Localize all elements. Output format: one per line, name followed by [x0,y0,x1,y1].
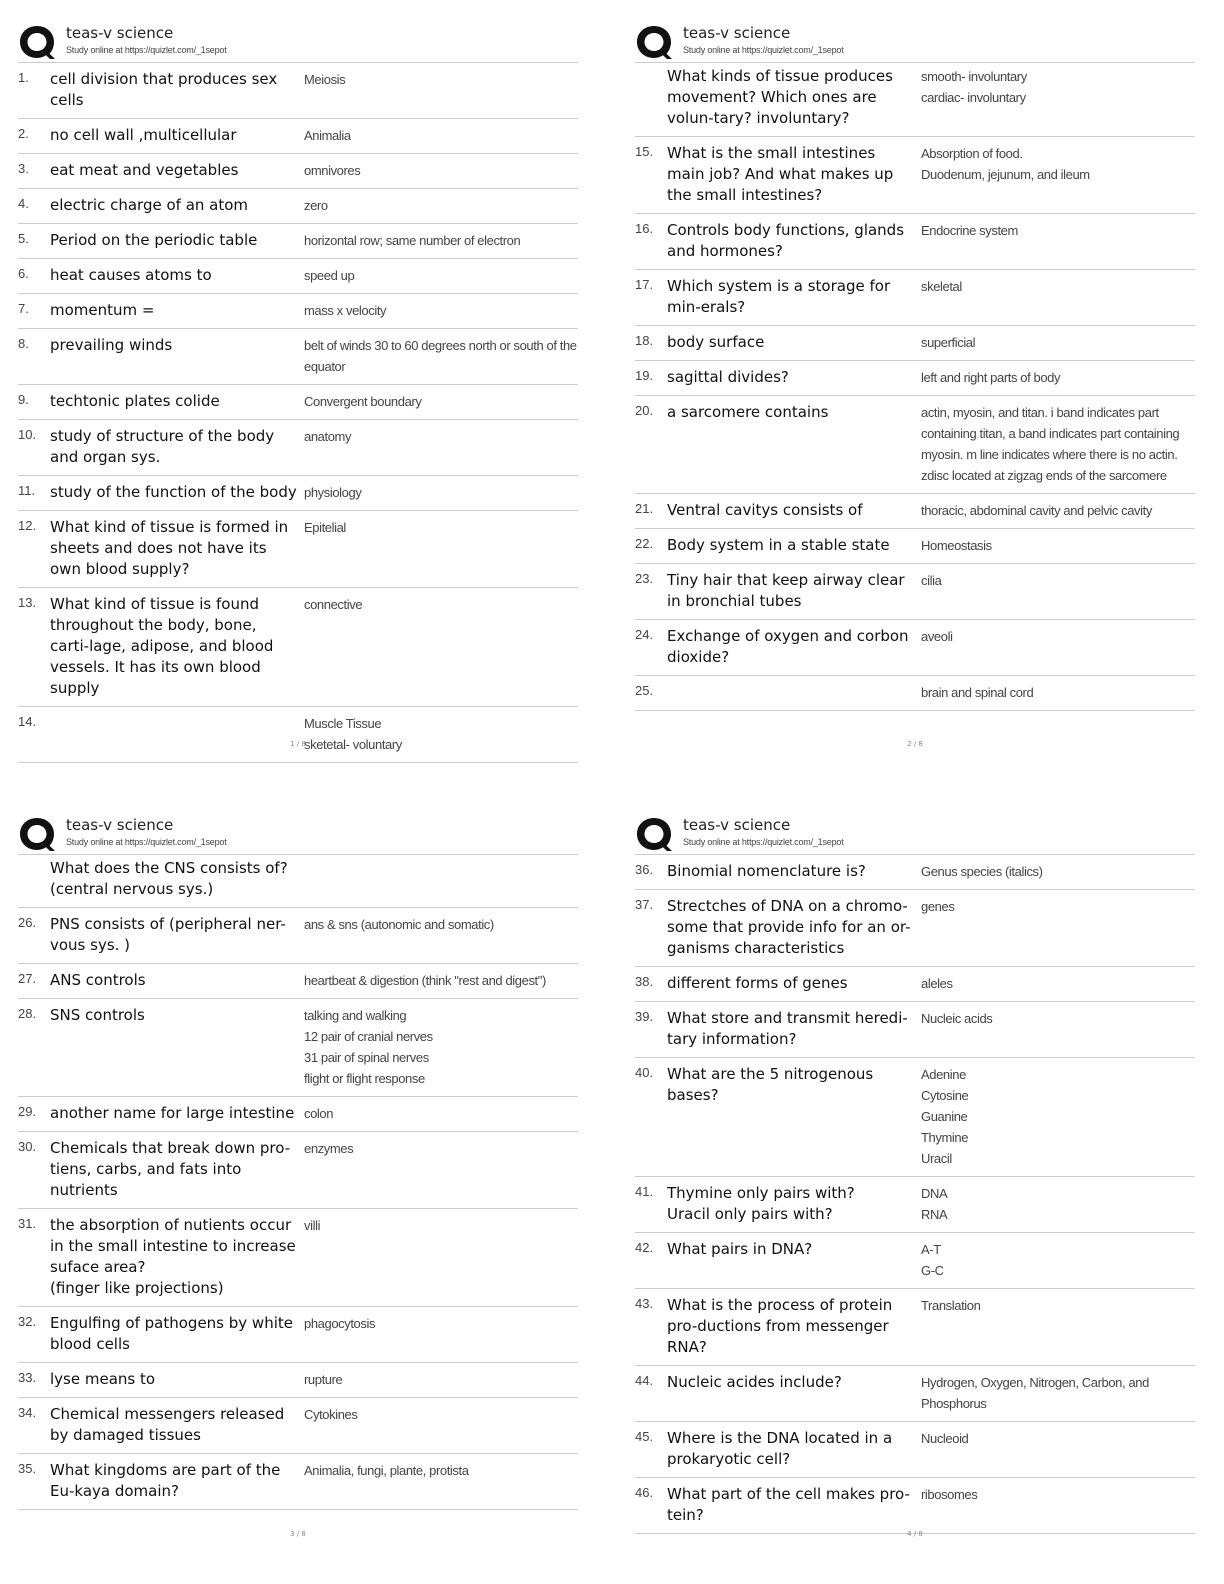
page-header [635,810,1195,854]
definition: colon [304,1106,334,1121]
term: Body system in a stable state [667,536,890,554]
definition: genes [921,899,955,914]
definition: brain and spinal cord [921,685,1034,700]
row-number: 25. [635,683,654,698]
term: Which system is a storage for min-erals? [667,277,891,316]
row-number: 31. [18,1216,37,1231]
flashcard-row [18,1132,578,1209]
row-number: 13. [18,595,37,610]
flashcard-row [18,707,578,763]
row-number: 44. [635,1373,654,1388]
term: What part of the cell makes pro-tein? [667,1485,910,1524]
definition: mass x velocity [304,303,387,318]
doc-title: teas-v science [683,816,791,834]
flashcard-row [18,385,578,420]
doc-subtitle: Study online at https://quizlet.com/_1sepot [683,837,844,847]
term: What does the CNS consists of?(central nervous sys.) [50,859,288,898]
row-number: 21. [635,501,654,516]
definition: Meiosis [304,72,346,87]
row-number: 19. [635,368,654,383]
row-number: 18. [635,333,654,348]
term: What kinds of tissue produces movement? Which ones are volun-tary? involuntary? [667,67,893,127]
flashcard-row [635,1002,1195,1058]
flashcard-row [18,189,578,224]
term: PNS consists of (peripheral ner-vous sys. ) [50,915,286,954]
flashcard-row [635,855,1195,890]
definition: cilia [921,573,942,588]
flashcard-row [18,259,578,294]
row-number: 27. [18,971,37,986]
flashcard-row [18,1398,578,1454]
row-number: 11. [18,483,36,498]
row-number: 43. [635,1296,654,1311]
page-number: 1 / 8 [290,740,306,748]
row-number: 42. [635,1240,654,1255]
definition: left and right parts of body [921,370,1061,385]
definition: Endocrine system [921,223,1018,238]
flashcard-row [18,964,578,999]
definition: villi [304,1218,321,1233]
term: a sarcomere contains [667,403,829,421]
flashcard-row [18,329,578,385]
flashcard-row [18,1454,578,1510]
definition: Epitelial [304,520,346,535]
flashcard-row [18,588,578,707]
flashcard-list [18,62,578,763]
flashcard-row [18,1363,578,1398]
definition: A-T G-C [921,1242,944,1278]
row-number: 41. [635,1184,654,1199]
term: Binomial nomenclature is? [667,862,866,880]
row-number: 30. [18,1139,37,1154]
quizlet-logo-icon [18,816,56,852]
flashcard-row [635,326,1195,361]
flashcard-row [635,1289,1195,1366]
page-2 [635,18,1195,711]
definition: phagocytosis [304,1316,376,1331]
flashcard-row [635,1478,1195,1534]
flashcard-row [635,137,1195,214]
flashcard-row [635,620,1195,676]
row-number: 9. [18,392,29,407]
term: Where is the DNA located in a prokaryotic cell? [667,1429,893,1468]
definition: connective [304,597,363,612]
flashcard-row [635,676,1195,711]
definition: superficial [921,335,976,350]
term: sagittal divides? [667,368,789,386]
row-number: 2. [18,126,29,141]
row-number: 7. [18,301,29,316]
page-number: 3 / 8 [290,1530,306,1538]
row-number: 35. [18,1461,37,1476]
row-number: 26. [18,915,37,930]
page-1 [18,18,578,763]
term: What kingdoms are part of the Eu-kaya domain? [50,1461,281,1500]
flashcard-row [18,154,578,189]
definition: Absorption of food. Duodenum, jejunum, and ileum [921,146,1090,182]
definition: actin, myosin, and titan. i band indicates part containing titan, a band indicates part containing myosin. m line indicates where there is no actin. zdisc located at zigzag ends of the sarcomere [921,405,1180,483]
definition: DNA RNA [921,1186,948,1222]
definition: horizontal row; same number of electron [304,233,521,248]
definition: aveoli [921,629,953,644]
definition: Hydrogen, Oxygen, Nitrogen, Carbon, and Phosphorus [921,1375,1149,1411]
definition: Adenine Cytosine Guanine Thymine Uracil [921,1067,969,1166]
flashcard-row [635,1233,1195,1289]
definition: Convergent boundary [304,394,422,409]
term: heat causes atoms to [50,266,212,284]
term: Chemicals that break down pro-tiens, carbs, and fats into nutrients [50,1139,291,1199]
row-number [635,66,667,129]
row-number: 6. [18,266,29,281]
term: momentum = [50,301,155,319]
term: Engulfing of pathogens by white blood cells [50,1314,293,1353]
definition: Cytokines [304,1407,358,1422]
page-header [18,810,578,854]
page-number: 2 / 8 [907,740,923,748]
row-number: 8. [18,336,29,351]
term: Nucleic acides include? [667,1373,842,1391]
definition [304,858,578,900]
definition: speed up [304,268,355,283]
term: no cell wall ,multicellular [50,126,237,144]
flashcard-row [635,1422,1195,1478]
term: Controls body functions, glands and hormones? [667,221,905,260]
term: cell division that produces sex cells [50,70,278,109]
row-number: 3. [18,161,29,176]
definition: thoracic, abdominal cavity and pelvic cavity [921,503,1152,518]
term: study of structure of the body and organ sys. [50,427,275,466]
row-number [18,858,50,900]
doc-subtitle: Study online at https://quizlet.com/_1sepot [66,837,227,847]
definition: heartbeat & digestion (think "rest and digest") [304,973,546,988]
flashcard-row [635,494,1195,529]
term: Thymine only pairs with? Uracil only pairs with? [667,1184,855,1223]
term: another name for large intestine [50,1104,295,1122]
flashcard-row [635,564,1195,620]
definition: rupture [304,1372,343,1387]
flashcard-row [18,224,578,259]
definition: Nucleic acids [921,1011,993,1026]
row-number: 5. [18,231,29,246]
row-number: 14. [18,714,37,729]
doc-title: teas-v science [683,24,791,42]
page-4 [635,810,1195,1534]
quizlet-logo-icon [635,816,673,852]
flashcard-row [18,63,578,119]
row-number: 36. [635,862,654,877]
flashcard-row [18,855,578,908]
definition: omnivores [304,163,361,178]
doc-title: teas-v science [66,24,174,42]
row-number: 4. [18,196,29,211]
term: prevailing winds [50,336,173,354]
term: What is the process of protein pro-ductions from messenger RNA? [667,1296,893,1356]
row-number: 40. [635,1065,654,1080]
flashcard-row [635,63,1195,137]
flashcard-row [635,270,1195,326]
row-number: 12. [18,518,37,533]
row-number: 32. [18,1314,37,1329]
doc-title: teas-v science [66,816,174,834]
row-number: 34. [18,1405,37,1420]
row-number: 28. [18,1006,37,1021]
definition: zero [304,198,328,213]
term: What kind of tissue is formed in sheets and does not have its own blood supply? [50,518,289,578]
flashcard-row [635,1058,1195,1177]
flashcard-row [18,119,578,154]
flashcard-row [635,214,1195,270]
flashcard-row [18,999,578,1097]
term: Tiny hair that keep airway clear in bronchial tubes [667,571,905,610]
row-number: 17. [635,277,654,292]
row-number: 29. [18,1104,37,1119]
flashcard-row [18,1209,578,1307]
definition: Muscle Tissue sketetal- voluntary [304,716,402,752]
term: lyse means to [50,1370,156,1388]
row-number: 33. [18,1370,37,1385]
row-number: 15. [635,144,654,159]
term: ANS controls [50,971,146,989]
definition: Homeostasis [921,538,992,553]
definition: skeletal [921,279,962,294]
doc-subtitle: Study online at https://quizlet.com/_1sepot [683,45,844,55]
term: SNS controls [50,1006,145,1024]
flashcard-row [18,1097,578,1132]
term: What pairs in DNA? [667,1240,813,1258]
row-number: 38. [635,974,654,989]
definition: talking and walking 12 pair of cranial nerves 31 pair of spinal nerves flight or flight response [304,1008,433,1086]
term: electric charge of an atom [50,196,249,214]
row-number: 1. [18,70,29,85]
definition: smooth- involuntary cardiac- involuntary [921,69,1027,105]
row-number: 45. [635,1429,654,1444]
definition: physiology [304,485,362,500]
definition: belt of winds 30 to 60 degrees north or south of the equator [304,338,577,374]
flashcard-row [635,1177,1195,1233]
row-number: 20. [635,403,654,418]
row-number: 23. [635,571,654,586]
term: Period on the periodic table [50,231,258,249]
flashcard-row [18,420,578,476]
definition: ribosomes [921,1487,978,1502]
page-header [18,18,578,62]
definition: Animalia, fungi, plante, protista [304,1463,469,1478]
term: study of the function of the body [50,483,297,501]
flashcard-row [18,294,578,329]
term: different forms of genes [667,974,848,992]
definition: Animalia [304,128,351,143]
flashcard-list [635,62,1195,711]
term: What are the 5 nitrogenous bases? [667,1065,874,1104]
definition: enzymes [304,1141,354,1156]
page-number: 4 / 8 [907,1530,923,1538]
quizlet-logo-icon [635,24,673,60]
term: Ventral cavitys consists of [667,501,863,519]
definition: Nucleoid [921,1431,969,1446]
flashcard-row [635,396,1195,494]
definition: anatomy [304,429,352,444]
row-number: 16. [635,221,654,236]
term: techtonic plates colide [50,392,220,410]
quizlet-logo-icon [18,24,56,60]
term: What kind of tissue is found throughout the body, bone, carti-lage, adipose, and blood vessels. It has its own blood supply [50,595,274,697]
flashcard-row [18,511,578,588]
doc-subtitle: Study online at https://quizlet.com/_1sepot [66,45,227,55]
term [667,682,921,703]
term: What store and transmit heredi-tary information? [667,1009,908,1048]
page-header [635,18,1195,62]
flashcard-row [635,1366,1195,1422]
row-number: 46. [635,1485,654,1500]
row-number: 37. [635,897,654,912]
term: Exchange of oxygen and corbon dioxide? [667,627,909,666]
flashcard-row [18,908,578,964]
definition: aleles [921,976,953,991]
term: Chemical messengers released by damaged tissues [50,1405,285,1444]
definition: Translation [921,1298,981,1313]
flashcard-row [635,361,1195,396]
term [50,713,304,755]
definition: Genus species (italics) [921,864,1043,879]
row-number: 22. [635,536,654,551]
term: eat meat and vegetables [50,161,239,179]
row-number: 24. [635,627,654,642]
term: What is the small intestines main job? And what makes up the small intestines? [667,144,894,204]
flashcard-list [635,854,1195,1534]
term: body surface [667,333,765,351]
term: Strectches of DNA on a chromo-some that provide info for an or-ganisms characteristics [667,897,911,957]
page-3 [18,810,578,1510]
term: the absorption of nutients occur in the small intestine to increase suface area? (finger like projections) [50,1216,296,1297]
definition: ans & sns (autonomic and somatic) [304,917,494,932]
flashcard-row [18,476,578,511]
flashcard-row [635,967,1195,1002]
row-number: 39. [635,1009,654,1024]
flashcard-row [635,529,1195,564]
flashcard-row [18,1307,578,1363]
flashcard-list [18,854,578,1510]
row-number: 10. [18,427,37,442]
flashcard-row [635,890,1195,967]
